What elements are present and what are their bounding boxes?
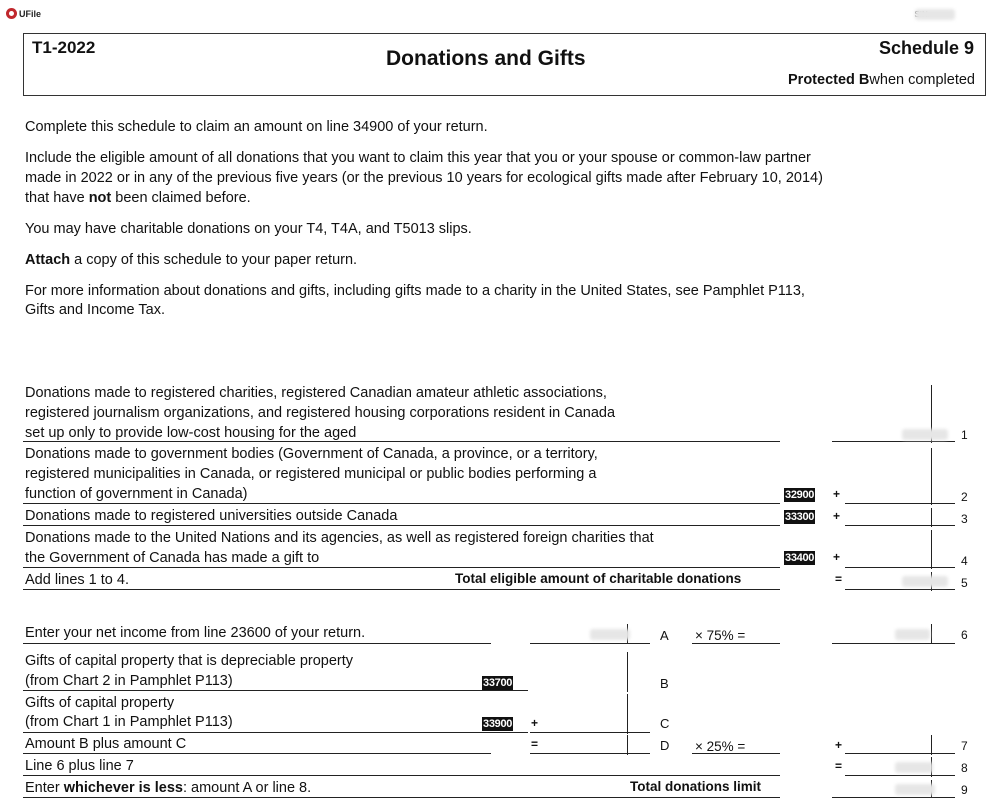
- equals-sign: =: [835, 572, 843, 586]
- line1-text-b: registered journalism organizations, and registered housing corporations resident in Canada: [25, 405, 616, 421]
- line3-amount-field[interactable]: [845, 525, 955, 526]
- line-number-4: 4: [961, 554, 968, 568]
- line-d-text: Amount B plus amount C: [25, 736, 187, 752]
- line4-amount-field[interactable]: [845, 567, 955, 568]
- line7-amount-field[interactable]: [845, 753, 955, 754]
- line-number-3: 3: [961, 512, 968, 526]
- line1-amount-field[interactable]: [832, 441, 955, 442]
- amount-letter-d: D: [660, 738, 670, 753]
- intro-emphasis: Attach: [25, 252, 71, 268]
- line-b-rule: [23, 690, 528, 691]
- line-code-33300: 33300: [785, 511, 815, 523]
- amount-column-divider: [931, 624, 932, 644]
- line9-text: [25, 778, 311, 798]
- plus-sign: +: [833, 487, 841, 501]
- amount-column-divider: [627, 652, 628, 692]
- amount-column-divider: [627, 735, 628, 755]
- equals-sign: =: [835, 759, 843, 773]
- line2-text-a: Donations made to government bodies (Government of Canada, a province, or a territory,: [25, 446, 598, 462]
- line-number-9: 9: [961, 783, 968, 797]
- amount-a-redacted: [590, 629, 630, 640]
- intro-text: been claimed before.: [111, 190, 251, 206]
- line-number-7: 7: [961, 739, 968, 753]
- ufile-logo-text: UFile: [19, 8, 42, 19]
- amount-d-field[interactable]: [530, 753, 650, 754]
- line3-text: Donations made to registered universities outside Canada: [25, 508, 398, 524]
- intro-paragraph-5-line-1: For more information about donations and gifts, including gifts made to a charity in the United States, see Pamphlet P113,: [25, 283, 805, 299]
- rate-25-rule: [692, 753, 780, 754]
- ufile-logo: [6, 8, 41, 19]
- rate-75-rule: [692, 643, 780, 644]
- intro-paragraph-2-line-2: made in 2022 or in any of the previous five years (or the previous 10 years for ecological gifts made after February 10, 2014): [25, 170, 823, 186]
- line-b-text-b: (from Chart 2 in Pamphlet P113): [25, 673, 233, 689]
- amount-letter-b: B: [660, 676, 669, 691]
- amount-column-divider: [931, 448, 932, 505]
- line-number-1: 1: [961, 428, 968, 442]
- intro-paragraph-5-line-2: Gifts and Income Tax.: [25, 302, 165, 318]
- ufile-logo-icon: [6, 8, 17, 19]
- line-number-6: 6: [961, 628, 968, 642]
- amount-column-divider: [931, 735, 932, 755]
- schedule-number: Schedule 9: [878, 38, 974, 58]
- line-code-32900: 32900: [785, 489, 815, 501]
- line9-total-label: Total donations limit: [630, 779, 761, 794]
- line5-text: Add lines 1 to 4.: [25, 572, 129, 588]
- equals-sign: =: [531, 737, 539, 751]
- protected-condition: when completed: [869, 72, 975, 88]
- line-c-rule: [23, 732, 528, 733]
- line2-text-b: registered municipalities in Canada, or registered municipal or public bodies performing a: [25, 466, 597, 482]
- line2-rule: [23, 503, 780, 504]
- intro-paragraph-1: Complete this schedule to claim an amount on line 34900 of your return.: [25, 119, 488, 135]
- amount-column-divider: [627, 694, 628, 734]
- protected-notice: [788, 72, 975, 88]
- line6-rule: [23, 643, 491, 644]
- intro-paragraph-2-line-1: Include the eligible amount of all donations that you want to claim this year that you or your spouse or common-law partner: [25, 150, 811, 166]
- form-id: T1-2022: [32, 38, 96, 57]
- intro-paragraph-2-line-3: [25, 188, 251, 208]
- line9-amount-field[interactable]: [832, 797, 955, 798]
- amount-column-divider: [931, 530, 932, 569]
- amount-letter-a: A: [660, 628, 669, 643]
- line8-amount-field[interactable]: [845, 775, 955, 776]
- line-c-text-b: (from Chart 1 in Pamphlet P113): [25, 714, 233, 730]
- line4-rule: [23, 567, 780, 568]
- line8-text: Line 6 plus line 7: [25, 758, 134, 774]
- line-number-2: 2: [961, 490, 968, 504]
- line-c-text-a: Gifts of capital property: [25, 695, 175, 711]
- amount-c-field[interactable]: [530, 732, 650, 733]
- sin-value-redacted: [915, 9, 955, 20]
- plus-sign: +: [531, 716, 539, 730]
- line1-rule: [23, 441, 780, 442]
- form-title: Donations and Gifts: [386, 47, 586, 70]
- line-b-text-a: Gifts of capital property that is depreciable property: [25, 653, 354, 669]
- line8-amount-redacted: [895, 762, 933, 773]
- plus-sign: +: [833, 509, 841, 523]
- line4-text-a: Donations made to the United Nations and its agencies, as well as registered foreign charities that: [25, 530, 654, 546]
- line2-text-c: function of government in Canada): [25, 486, 248, 502]
- line9-text-a: Enter: [25, 780, 64, 796]
- line8-rule: [23, 775, 780, 776]
- rate-75: × 75% =: [695, 628, 746, 643]
- line-d-rule: [23, 753, 491, 754]
- line6-amount-redacted: [895, 629, 930, 640]
- line9-text-b: : amount A or line 8.: [182, 780, 312, 796]
- line5-total-label: Total eligible amount of charitable donations: [455, 571, 742, 586]
- line3-rule: [23, 525, 780, 526]
- line1-text-a: Donations made to registered charities, registered Canadian amateur athletic associations,: [25, 385, 607, 401]
- amount-letter-c: C: [660, 716, 670, 731]
- protected-level: Protected B: [788, 72, 870, 88]
- line2-amount-field[interactable]: [845, 503, 955, 504]
- line9-rule: [23, 797, 780, 798]
- line5-rule: [23, 589, 780, 590]
- intro-paragraph-3: You may have charitable donations on your T4, T4A, and T5013 slips.: [25, 221, 472, 237]
- line-code-33400: 33400: [785, 552, 815, 564]
- line1-text-c: set up only to provide low-cost housing for the aged: [25, 425, 357, 441]
- plus-sign: +: [833, 550, 841, 564]
- line5-amount-redacted: [902, 576, 948, 587]
- line1-amount-redacted: [902, 429, 948, 440]
- line9-emphasis: whichever is less: [63, 780, 183, 796]
- amount-a-field[interactable]: [530, 643, 650, 644]
- intro-paragraph-4: [25, 250, 357, 270]
- line-code-33900: 33900: [483, 718, 513, 730]
- line-code-33700: 33700: [483, 677, 513, 689]
- rate-25: × 25% =: [695, 739, 746, 754]
- line-number-8: 8: [961, 761, 968, 775]
- line6-text: Enter your net income from line 23600 of your return.: [25, 625, 366, 641]
- line-number-5: 5: [961, 576, 968, 590]
- line6-amount-field[interactable]: [832, 643, 955, 644]
- line5-amount-field[interactable]: [845, 589, 955, 590]
- line9-amount-redacted: [895, 784, 935, 795]
- plus-sign: +: [835, 738, 843, 752]
- intro-emphasis: not: [88, 190, 112, 206]
- intro-text: a copy of this schedule to your paper return.: [70, 252, 358, 268]
- intro-text: that have: [25, 190, 89, 206]
- line4-text-b: the Government of Canada has made a gift to: [25, 550, 320, 566]
